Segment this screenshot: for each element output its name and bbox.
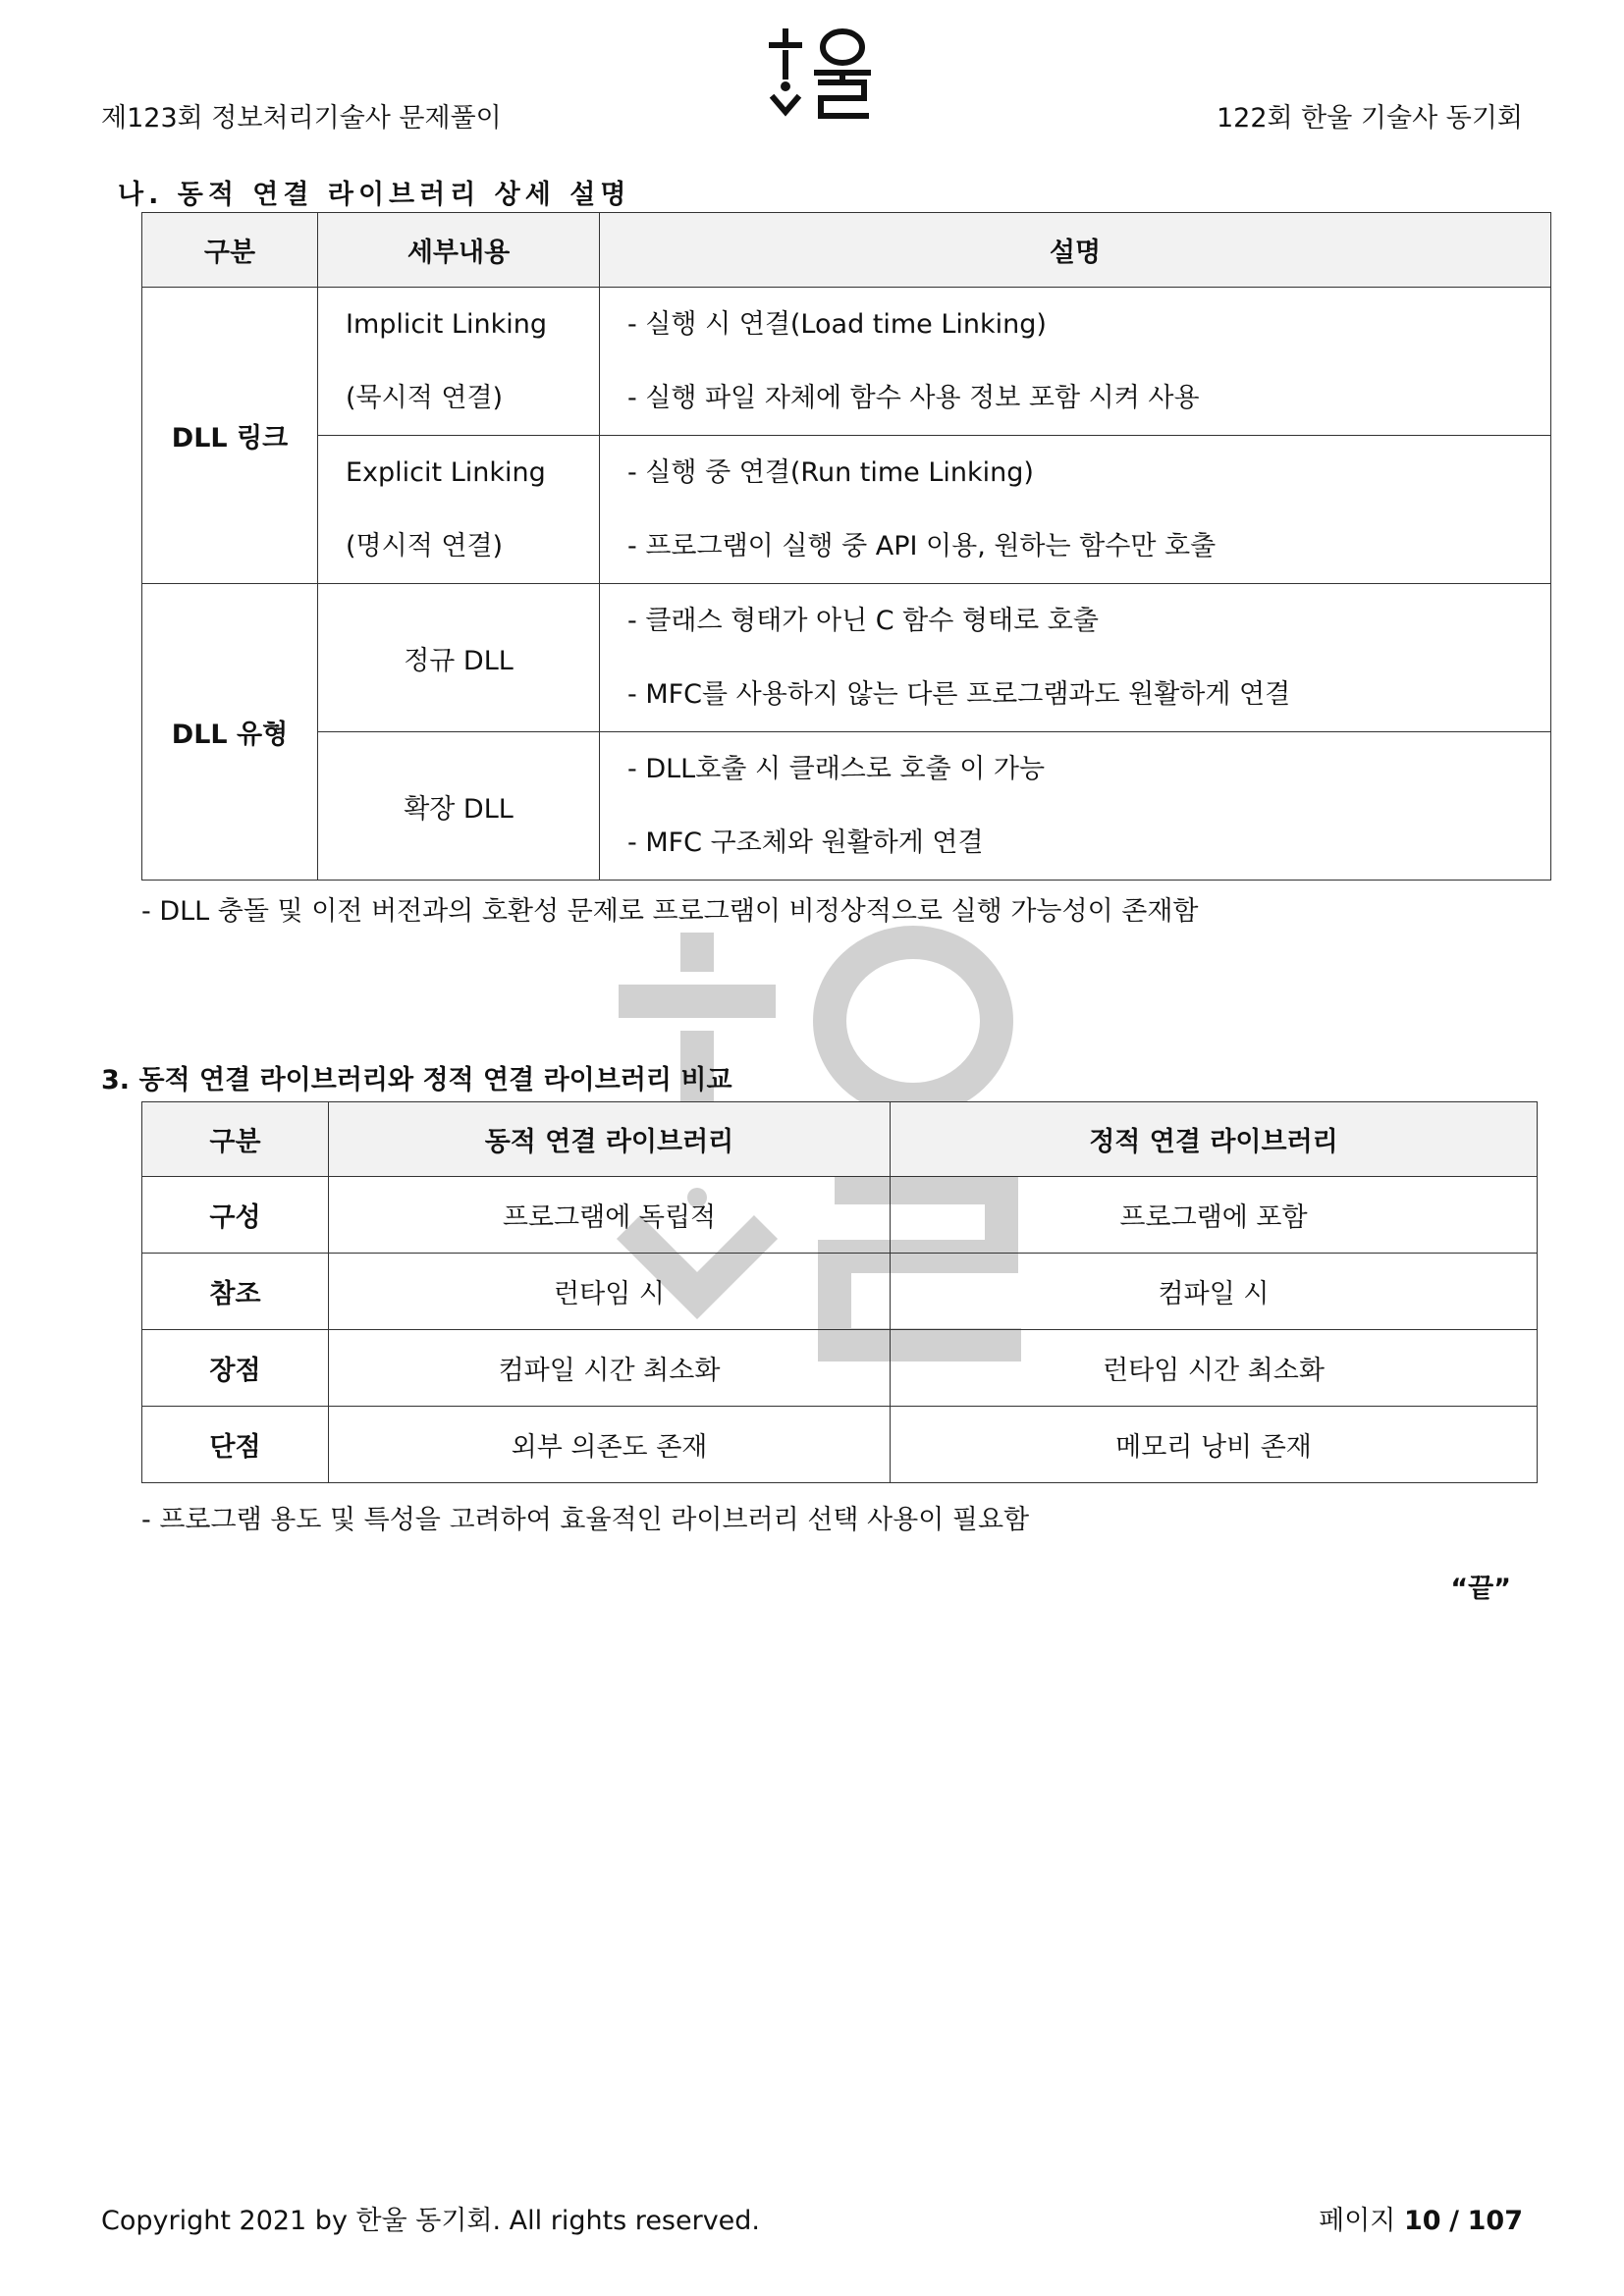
col-header-description: 설명 [600, 213, 1551, 288]
detail-line: (명시적 연결) [346, 531, 504, 561]
description-line: - 프로그램이 실행 중 API 이용, 원하는 함수만 호출 [627, 531, 1217, 561]
header-right: 122회 한울 기술사 동기회 [1216, 103, 1523, 133]
description-cell [600, 732, 1551, 881]
section-na-title: 나. 동적 연결 라이브러리 상세 설명 [118, 180, 631, 210]
table-cell: 메모리 낭비 존재 [891, 1407, 1538, 1483]
table-row [142, 1407, 1538, 1483]
description-line: - 실행 중 연결(Run time Linking) [627, 457, 1034, 488]
table-row [142, 1177, 1538, 1254]
detail-line: Implicit Linking [346, 309, 547, 340]
row-header: 참조 [142, 1254, 329, 1330]
table-header-row [142, 213, 1551, 288]
description-cell [600, 584, 1551, 732]
description-line: - 클래스 형태가 아닌 C 함수 형태로 호출 [627, 606, 1099, 636]
table-cell: 런타임 시 [329, 1254, 891, 1330]
row-header: 장점 [142, 1330, 329, 1407]
hanul-logo [766, 26, 874, 133]
table-cell: 외부 의존도 존재 [329, 1407, 891, 1483]
col-header-static: 정적 연결 라이브러리 [891, 1102, 1538, 1177]
row-header: 단점 [142, 1407, 329, 1483]
col-header-category: 구분 [142, 213, 318, 288]
section-3-title: 3. 동적 연결 라이브러리와 정적 연결 라이브러리 비교 [101, 1065, 732, 1095]
category-dll-link: DLL 링크 [142, 288, 318, 584]
description-line: - MFC를 사용하지 않는 다른 프로그램과도 원활하게 연결 [627, 679, 1291, 710]
table-row [142, 288, 1551, 436]
description-line: - MFC 구조체와 원활하게 연결 [627, 828, 984, 858]
dll-detail-table [141, 212, 1551, 881]
table-row [142, 1330, 1538, 1407]
description-line: - 실행 파일 자체에 함수 사용 정보 포함 시켜 사용 [627, 383, 1200, 413]
table-header-row [142, 1102, 1538, 1177]
end-mark: “끝” [1450, 1574, 1511, 1604]
col-header-dynamic: 동적 연결 라이브러리 [329, 1102, 891, 1177]
table-cell: 컴파일 시간 최소화 [329, 1330, 891, 1407]
description-cell [600, 436, 1551, 584]
detail-cell [318, 288, 600, 436]
detail-cell [318, 436, 600, 584]
col-header-detail: 세부내용 [318, 213, 600, 288]
page-current: 10 [1403, 2206, 1441, 2236]
col-header-category: 구분 [142, 1102, 329, 1177]
description-line: - 실행 시 연결(Load time Linking) [627, 309, 1047, 340]
section-3-note: - 프로그램 용도 및 특성을 고려하여 효율적인 라이브러리 선택 사용이 필요함 [141, 1505, 1030, 1535]
table-row [142, 436, 1551, 584]
header-left: 제123회 정보처리기술사 문제풀이 [101, 103, 502, 133]
table-row [142, 732, 1551, 881]
detail-cell: 정규 DLL [318, 584, 600, 732]
table-row [142, 584, 1551, 732]
table-cell: 컴파일 시 [891, 1254, 1538, 1330]
footer-copyright: Copyright 2021 by 한울 동기회. All rights reserved. [101, 2206, 761, 2236]
description-line: - DLL호출 시 클래스로 호출 이 가능 [627, 754, 1046, 784]
table-cell: 프로그램에 독립적 [329, 1177, 891, 1254]
footer-page-number [1319, 2199, 1523, 2237]
category-dll-type: DLL 유형 [142, 584, 318, 881]
detail-line: Explicit Linking [346, 457, 546, 488]
description-cell [600, 288, 1551, 436]
page-total: 107 [1467, 2206, 1523, 2236]
detail-cell: 확장 DLL [318, 732, 600, 881]
detail-line: (묵시적 연결) [346, 383, 504, 413]
section-na-note: - DLL 충돌 및 이전 버전과의 호환성 문제로 프로그램이 비정상적으로 실행 가능성이 존재함 [141, 896, 1199, 927]
table-cell: 프로그램에 포함 [891, 1177, 1538, 1254]
row-header: 구성 [142, 1177, 329, 1254]
page-label: 페이지 [1319, 2206, 1396, 2236]
table-cell: 런타임 시간 최소화 [891, 1330, 1538, 1407]
page-separator: / [1449, 2206, 1460, 2236]
table-row [142, 1254, 1538, 1330]
library-comparison-table [141, 1101, 1538, 1483]
